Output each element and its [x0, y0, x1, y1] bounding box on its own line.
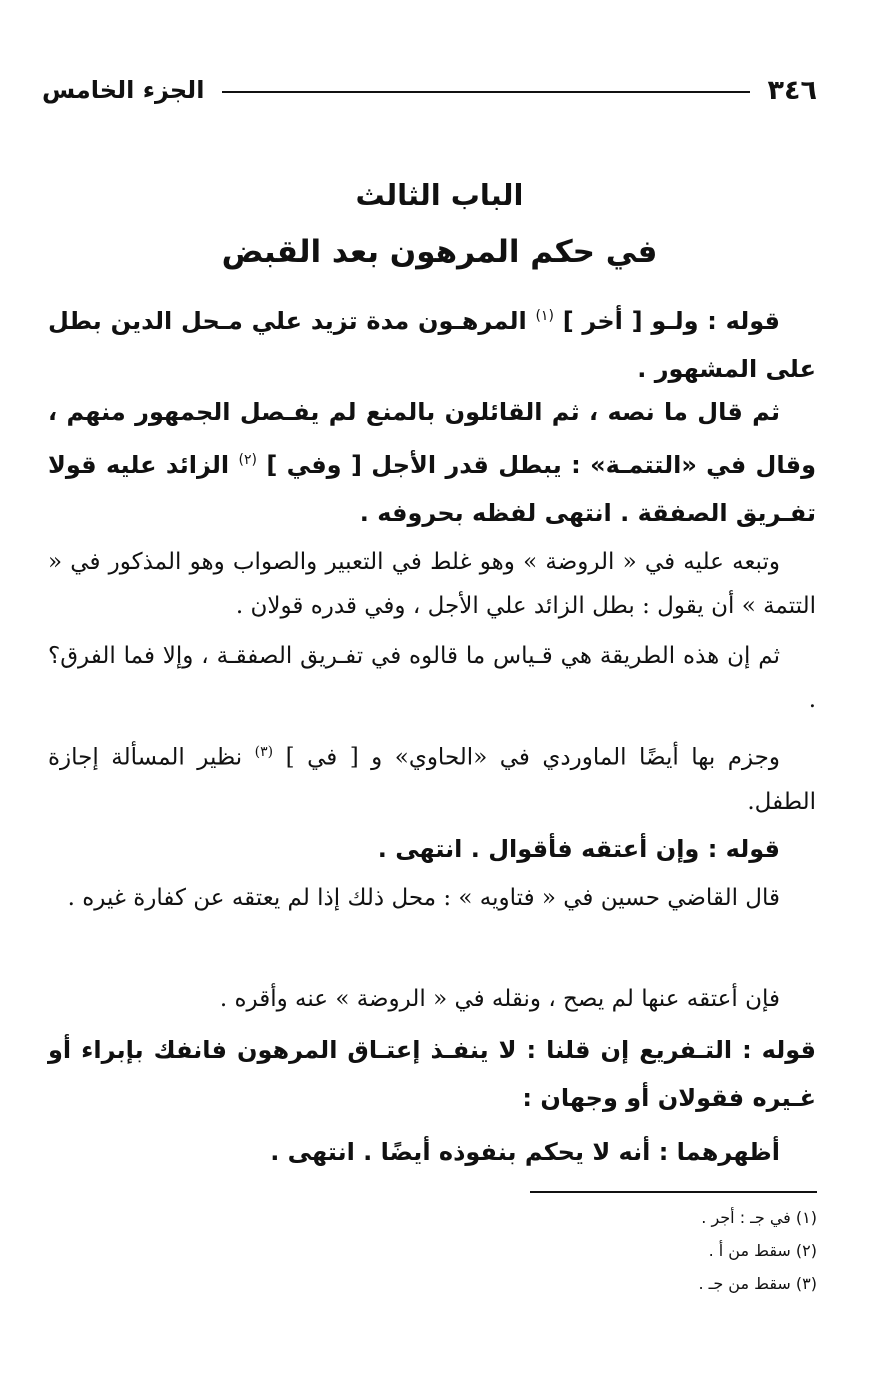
paragraph-10: أظهرهما : أنه لا يحكم بنفوذه أيضًا . انتهى .: [270, 1138, 780, 1166]
paragraph-6: قوله : وإن أعتقه فأقوال . انتهى .: [377, 835, 780, 863]
chapter-title: الباب الثالث: [355, 178, 524, 212]
paragraph-7: قال القاضي حسين في « فتاويه » : محل ذلك إذا لم يعتقه عن كفارة غيره .: [67, 885, 780, 911]
chapter-subtitle: في حكم المرهون بعد القبض: [221, 234, 658, 270]
paragraph-2-text-a: ثم قال ما نصه ، ثم القائلون بالمنع لم يفـصل الجمهور منهم ، وقال في «التتمـة» : يبطل قدر الأجل [ وفي ]: [48, 398, 817, 479]
header-rule: [222, 91, 749, 93]
paragraph-2-text-b: الزائد عليه قولا تفـريق الصفقة . انتهى لفظه بحروفه .: [48, 451, 816, 527]
paragraph-5-text-a: وجزم بها أيضًا الماوردي في «الحاوي» و [ في ]: [285, 744, 780, 771]
paragraph-1: [48, 292, 816, 393]
paragraph-5-text-b: نظير المسألة إجازة الطفل.: [48, 744, 816, 815]
footnote-3: (٣) سقط من جـ .: [698, 1274, 817, 1293]
paragraph-2: [48, 388, 816, 537]
running-title: الجزء الخامس: [42, 76, 205, 104]
footnote-1: (١) في جـ : أجر .: [701, 1208, 817, 1227]
paragraph-5: [48, 730, 816, 824]
footnote-ref-1: (١): [535, 308, 554, 324]
paragraph-8: فإن أعتقه عنها لم يصح ، ونقله في « الروضة » عنه وأقره .: [219, 986, 780, 1012]
paragraph-1-text-b: المرهـون مدة تزيد علي مـحل الدين بطل على المشهور .: [48, 307, 816, 383]
paragraph-4: ثم إن هذه الطريقة هي قـياس ما قالوه في تفـريق الصفقـة ، وإلا فما الفرق؟ .: [48, 643, 816, 713]
paragraph-1-text-a: قوله : ولـو [ أخر ]: [562, 307, 780, 335]
footnote-divider: [530, 1191, 817, 1193]
running-header: [42, 70, 817, 110]
paragraph-3: وتبعه عليه في « الروضة » وهو غلط في التعبير والصواب وهو المذكور في « التتمة » أن يقول : بطل الزائد علي الأجل ، وفي قدره قولان .: [48, 549, 816, 619]
footnote-ref-2: (٢): [238, 452, 257, 468]
footnote-2: (٢) سقط من أ .: [708, 1241, 817, 1260]
footnote-ref-3: (٣): [254, 744, 274, 760]
page-number: ٣٤٦: [767, 74, 817, 106]
paragraph-9: قوله : التـفريع إن قلنا : لا ينفـذ إعتـاق المرهون فانفك بإبراء أو غـيره فقولان أو وجهان :: [48, 1036, 816, 1112]
